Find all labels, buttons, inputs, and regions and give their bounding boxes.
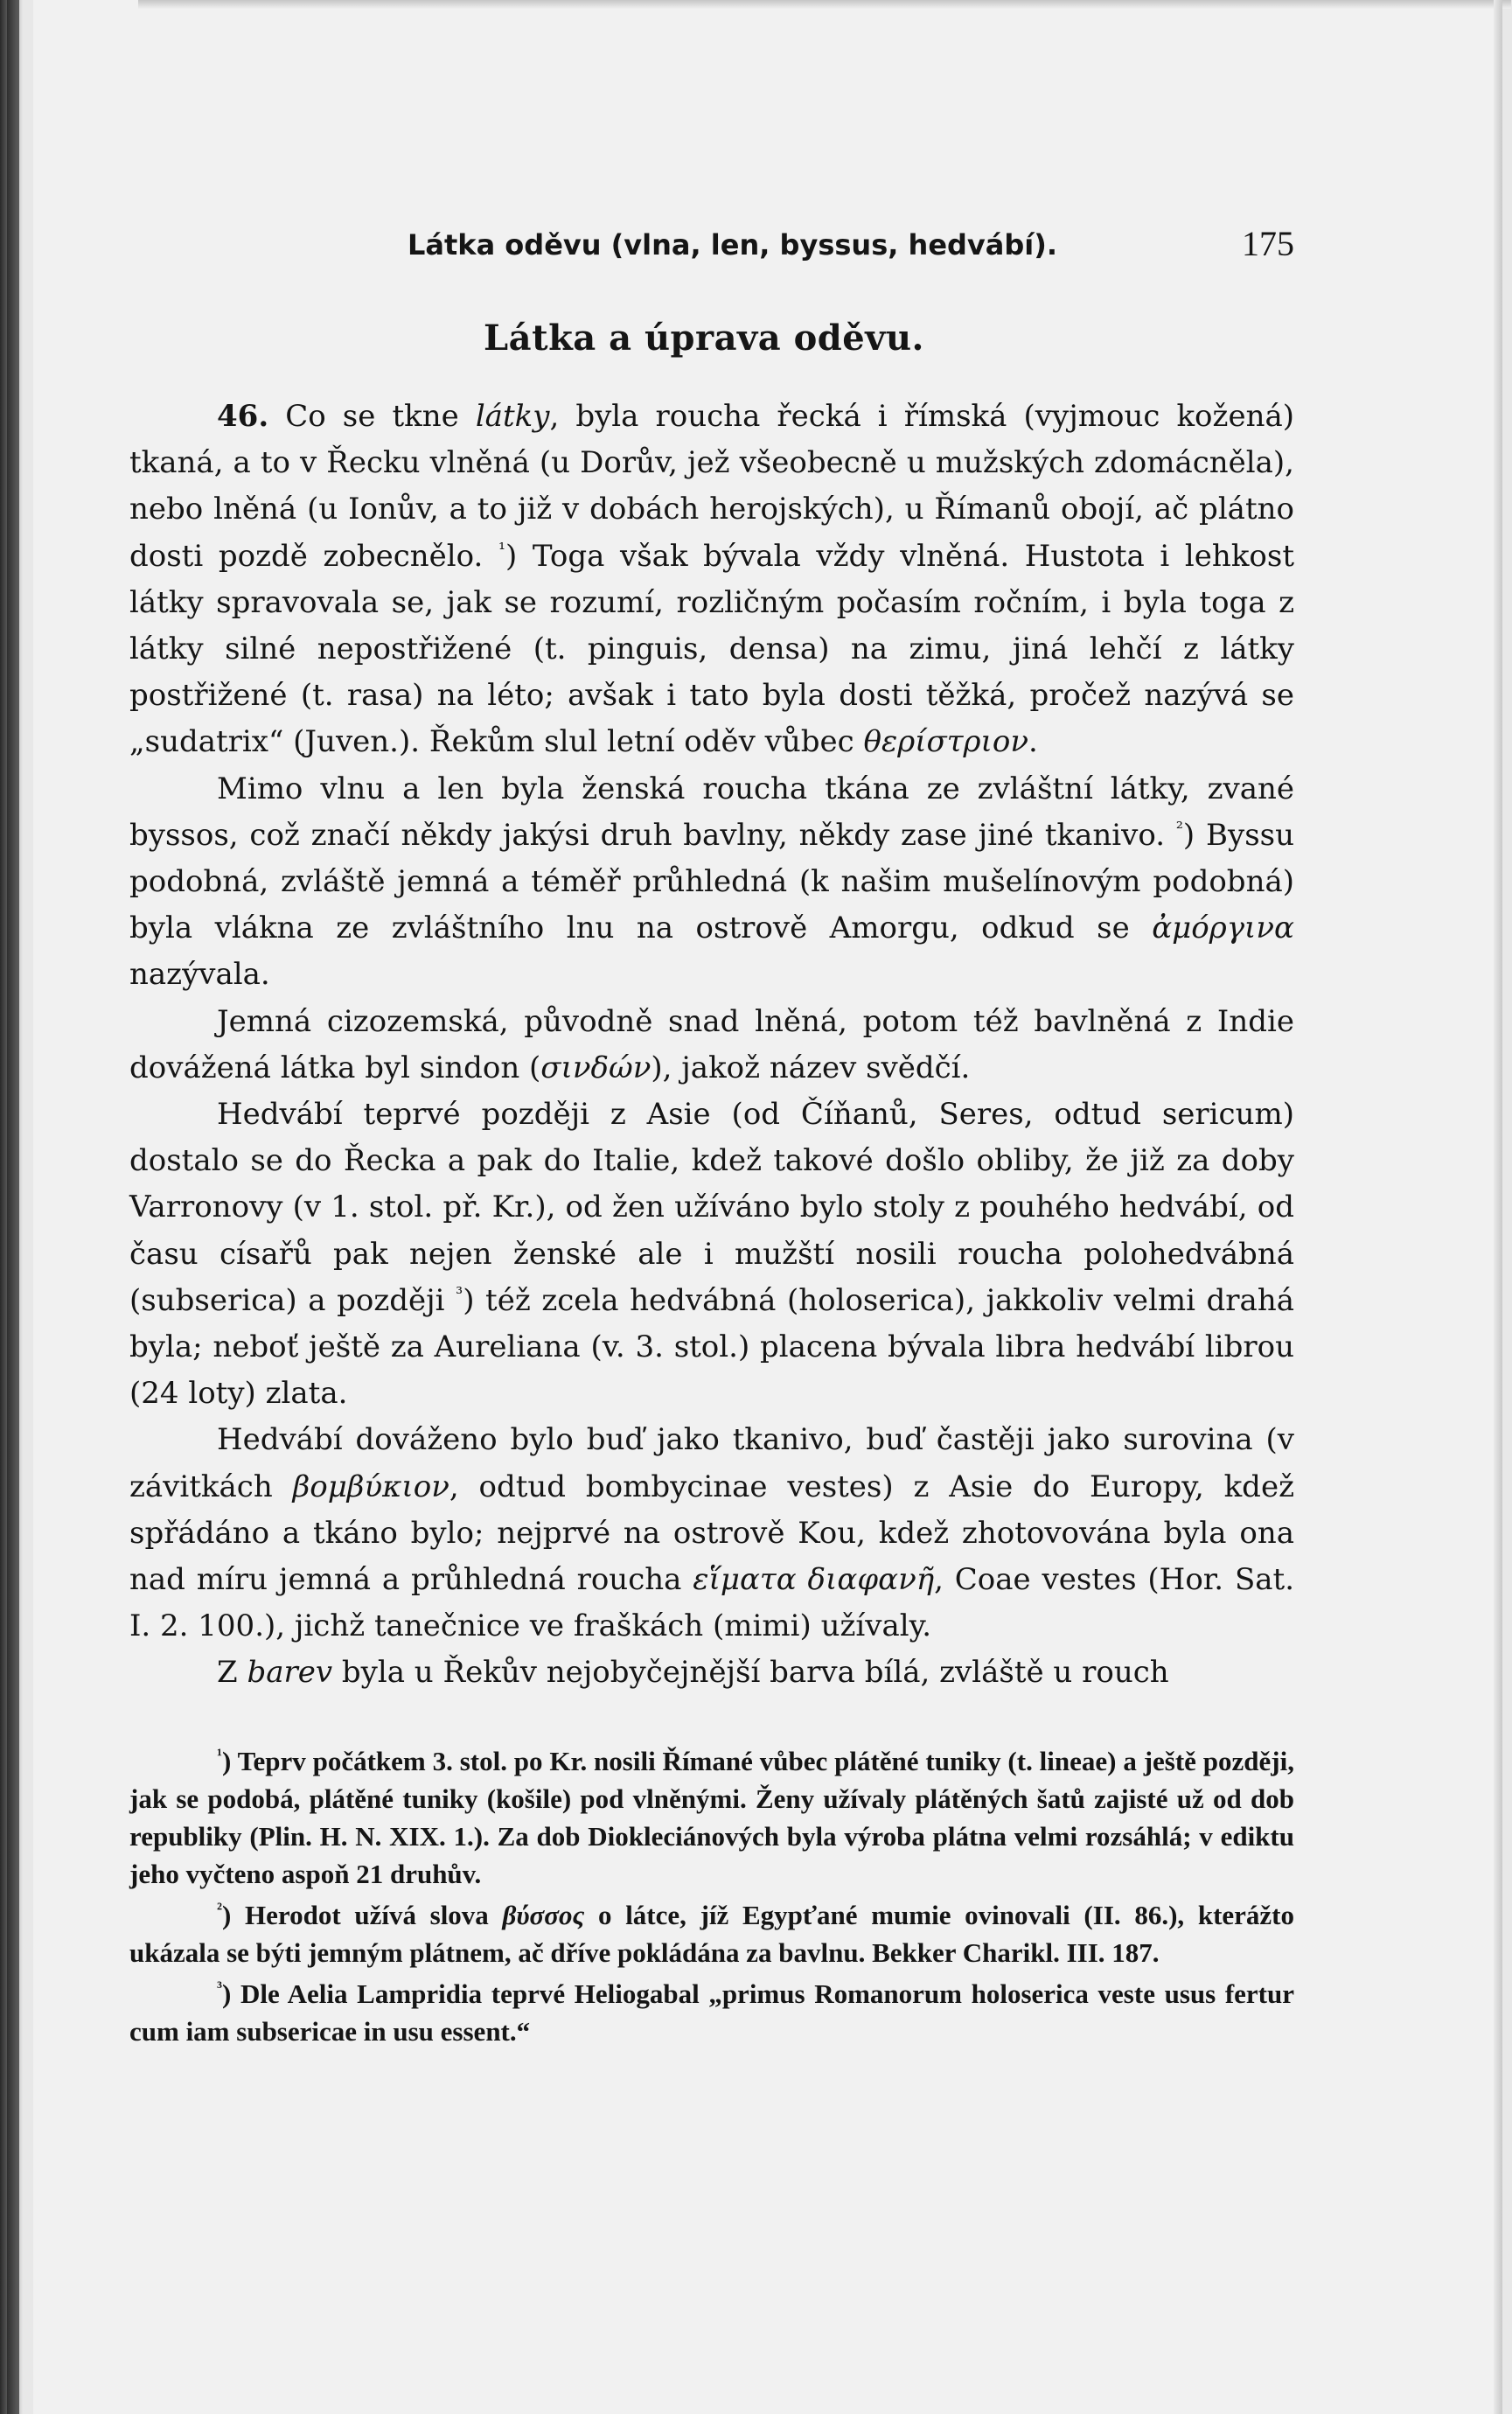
- paragraph: [129, 766, 1294, 999]
- italic-term: barev: [247, 1655, 333, 1691]
- footnote-text: o látce, jíž Egypťané mumie ovinovali (II. 86.), kterážto ukázala se býti jemným plátnem, ač dříve pokládána za bavlnu. Bekker Charikl. III. 187.: [129, 1899, 1294, 1968]
- italic-term: látky: [475, 399, 550, 434]
- footnote-ref: ³: [456, 1282, 463, 1304]
- footnote-text: ) Dle Aelia Lampridia teprvé Heliogabal „primus Romanorum holoserica veste usus fertur cum iam subsericae in usu essent.“: [129, 1978, 1294, 2047]
- page-content: [129, 223, 1294, 2050]
- text-run: Hedvábí teprvé později z Asie (od Číňanů, Seres, odtud sericum) dostalo se do Řecka a pak do Italie, kdež takové došlo obliby, že již za doby Varronovy (v 1. stol. př. Kr.), od žen užíváno bylo stoly z pouhého hedvábí, od času císařů pak nejen ženské ale i mužští nosili roucha polohedvábná (subserica) a později: [129, 1097, 1294, 1318]
- text-run: Co se tkne: [268, 399, 476, 434]
- body-text: [129, 394, 1294, 1697]
- greek-term: εἵματα διαφανῆ: [693, 1562, 935, 1598]
- footnote-text: ) Teprv počátkem 3. stol. po Kr. nosili Římané vůbec plátěné tuniky (t. lineae) a ještě později, jak se podobá, plátěné tuniky (košile) pod vlněnými. Ženy užívaly plátěných šatů zajisté už od dob republiky (Plin. H. N. XIX. 1.). Za dob Diokleciánových byla výroba plátna velmi rozsáhlá; v ediktu jeho vyčteno aspoň 21 druhův.: [129, 1745, 1294, 1889]
- text-run: Hedvábí dováženo bylo buď jako tkanivo, buď častěji jako surovina (v závitkách: [129, 1422, 1294, 1504]
- text-run: Z: [217, 1655, 247, 1691]
- greek-term: θερίστριον: [863, 724, 1028, 760]
- text-run: ) též zcela hedvábná (holoserica), jakkoliv velmi drahá byla; neboť ještě za Aureliana (v. 3. stol.) placena bývala libra hedvábí librou (24 loty) zlata.: [129, 1282, 1294, 1412]
- book-page: [33, 0, 1502, 2414]
- paragraph: [129, 1650, 1294, 1696]
- greek-term: βομβύκιον: [292, 1469, 449, 1504]
- greek-term: σινδών: [540, 1050, 651, 1085]
- text-run: , byla roucha řecká i římská (vyjmouc kožená) tkaná, a to v Řecku vlněná (u Dorův, jež všeobecně u mužských zdomácněla), nebo lněná (u Ionův, a to již v dobách herojských), u Římanů obojí, ač plátno dosti pozdě zobecnělo.: [129, 399, 1294, 574]
- text-run: ), jakož název svědčí.: [651, 1050, 971, 1085]
- paragraph: [129, 999, 1294, 1092]
- footnote-ref: ¹: [498, 538, 505, 560]
- scan-binding-shadow: [7, 0, 19, 2414]
- text-run: byla u Řekův nejobyčejnější barva bílá, zvláště u rouch: [332, 1655, 1169, 1691]
- footnote-text: ) Herodot užívá slova: [222, 1899, 503, 1930]
- scan-top-edge: [138, 0, 1511, 9]
- greek-term: βύσσος: [502, 1899, 585, 1930]
- text-run: , odtud bombycinae vestes) z Asie do Europy, kdež spřádáno a tkáno bylo; nejprvé na ostrově Kou, kdež zhotovována byla ona nad míru jemná a průhledná roucha: [129, 1469, 1294, 1598]
- text-run: .: [1028, 724, 1038, 760]
- running-head: [129, 223, 1294, 276]
- text-run: nazývala.: [129, 957, 270, 993]
- section-number: 46.: [217, 399, 269, 434]
- text-run: Mimo vlnu a len byla ženská roucha tkána ze zvláštní látky, zvané byssos, což značí někdy jakýsi druh bavlny, někdy zase jiné tkanivo.: [129, 771, 1294, 853]
- text-run: , Coae vestes (Hor. Sat. I. 2. 100.), jichž tanečnice ve fraškách (mimi) užívaly.: [129, 1562, 1295, 1644]
- paragraph: [129, 1417, 1294, 1650]
- paragraph: [129, 1092, 1294, 1417]
- paragraph: [129, 394, 1294, 766]
- text-run: Jemná cizozemská, původně snad lněná, potom též bavlněná z Indie dovážená látka byl sindon (: [129, 1003, 1294, 1085]
- text-run: ) Byssu podobná, zvláště jemná a téměř průhledná (k našim mušelínovým podobná) byla vlákna ze zvláštního lnu na ostrově Amorgu, odkud se: [129, 817, 1294, 946]
- footnote-1: [129, 1742, 1294, 1893]
- page-number: 175: [1242, 224, 1294, 263]
- scan-right-edge: [1494, 0, 1502, 2414]
- footnote-ref: ²: [1175, 817, 1183, 839]
- footnote-3: [129, 1975, 1294, 2050]
- footnote-mark: ²: [217, 1899, 222, 1919]
- footnote-2: [129, 1896, 1294, 1971]
- footnotes: [129, 1742, 1294, 2050]
- running-title: Látka oděvu (vlna, len, byssus, hedvábí).: [408, 228, 1058, 262]
- section-title: Látka a úprava oděvu.: [484, 317, 924, 359]
- footnote-mark: ³: [217, 1978, 222, 1998]
- text-run: ) Toga však bývala vždy vlněná. Hustota i lehkost látky spravovala se, jak se rozumí, rozličným počasím ročním, i byla toga z látky silné nepostřižené (t. pinguis, densa) na zimu, jiná lehčí z látky postřižené (t. rasa) na léto; avšak i tato byla dosti těžká, pročež nazývá se „sudatrix“ (Juven.). Řekům slul letní oděv vůbec: [129, 538, 1294, 760]
- footnote-mark: ¹: [217, 1745, 222, 1765]
- greek-term: ἀμόργινα: [1152, 910, 1294, 946]
